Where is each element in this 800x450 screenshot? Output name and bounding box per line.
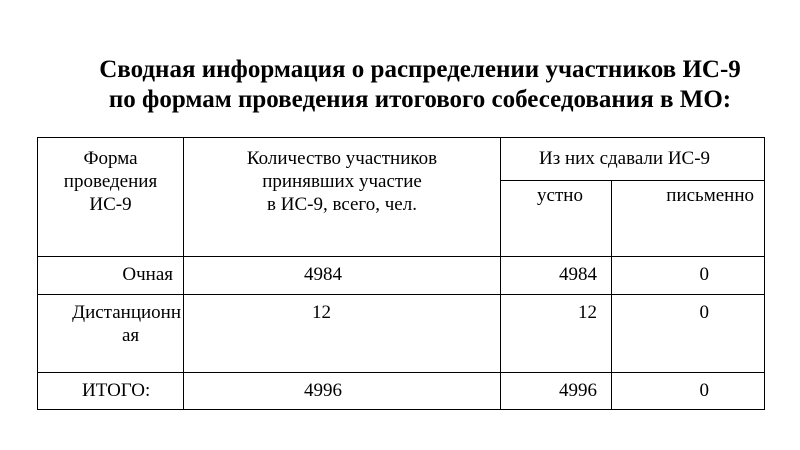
row-total — [184, 257, 501, 295]
table-row — [38, 257, 765, 295]
title-line-2: по формам проведения итогового собеседования в МО: — [108, 86, 732, 113]
header-count — [184, 138, 501, 257]
row-form-label: Очная — [122, 264, 173, 285]
row-written — [612, 373, 765, 410]
row-total — [184, 295, 501, 373]
header-form-line-1: Форма — [83, 148, 138, 169]
row-total-value: 4984 — [304, 264, 342, 285]
row-written — [612, 257, 765, 295]
row-oral-value: 12 — [578, 302, 597, 323]
summary-table — [37, 137, 765, 410]
header-form-line-3: ИС-9 — [89, 194, 132, 215]
page-title — [60, 55, 780, 115]
table-row — [38, 373, 765, 410]
row-form — [38, 295, 184, 373]
header-form-line-2: проведения — [63, 171, 158, 192]
header-of-them-label: Из них сдавали ИС-9 — [539, 148, 711, 169]
header-form — [38, 138, 184, 257]
row-oral-value: 4984 — [559, 264, 597, 285]
header-oral-label: устно — [537, 185, 583, 206]
row-form — [38, 257, 184, 295]
header-count-line-3: в ИС-9, всего, чел. — [267, 194, 417, 215]
header-of-them — [501, 138, 765, 181]
row-form — [38, 373, 184, 410]
header-oral — [501, 181, 612, 257]
row-oral-value: 4996 — [559, 380, 597, 401]
row-oral — [501, 373, 612, 410]
row-total-value: 4996 — [304, 380, 342, 401]
row-oral — [501, 295, 612, 373]
row-oral — [501, 257, 612, 295]
header-count-line-1: Количество участников — [246, 148, 438, 169]
row-total — [184, 373, 501, 410]
table-row — [38, 295, 765, 373]
table-header-row — [38, 138, 765, 181]
row-written-value: 0 — [699, 264, 710, 285]
row-written-value: 0 — [699, 302, 710, 323]
row-written — [612, 295, 765, 373]
row-form-label-line-1: Дистанционн — [72, 302, 181, 323]
row-form-label: ИТОГО: — [82, 380, 151, 401]
row-written-value: 0 — [699, 380, 710, 401]
row-total-value: 12 — [312, 302, 331, 323]
header-written-label: письменно — [666, 185, 755, 206]
row-form-label-line-2: ая — [122, 325, 140, 346]
header-written — [612, 181, 765, 257]
header-count-line-2: принявших участие — [262, 171, 422, 192]
title-line-1: Сводная информация о распределении участников ИС-9 — [99, 56, 741, 83]
